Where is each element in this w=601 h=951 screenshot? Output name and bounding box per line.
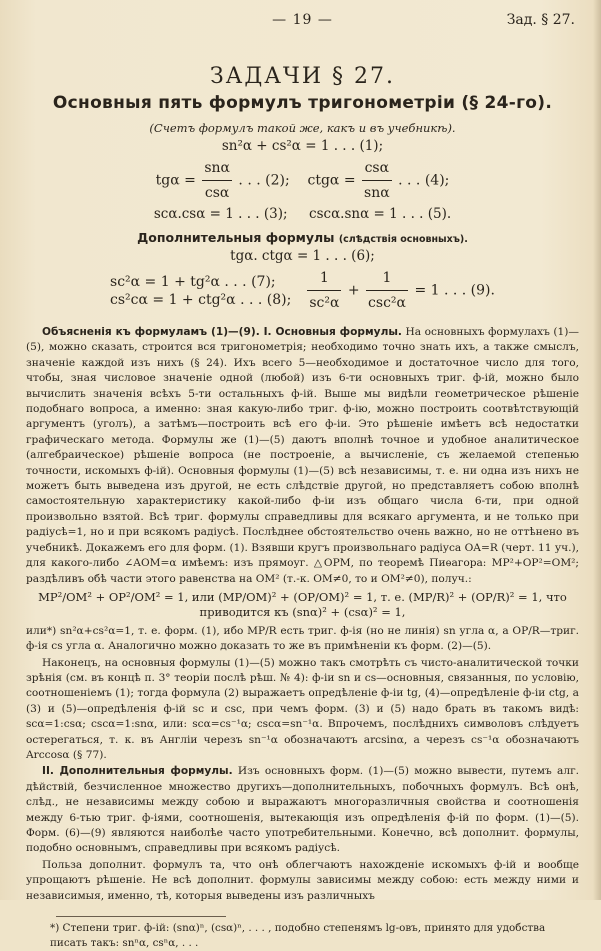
formula-row-7-9 — [26, 266, 579, 315]
count-note: (Счетъ формулъ такой же, какъ и въ учебникѣ). — [149, 121, 456, 135]
additional-heading-note: (слѣдствія основныхъ). — [338, 234, 468, 245]
formula-2-denominator: csα — [204, 185, 230, 201]
formula-9-den-2: csc²α — [368, 295, 406, 311]
formula-3: scα.csα = 1 . . . (3); — [153, 206, 288, 222]
pythagoras-equation: MP²/OM² + OP²/OM² = 1, или (MP/OM)² + (OP/OM)² = 1, т. е. (MP/R)² + (OP/R)² = 1, что приводится къ (snα)² + (csα)² = 1, — [38, 589, 567, 620]
additional-formulas-heading — [26, 230, 579, 245]
formula-4-tail: . . . (4); — [398, 172, 450, 189]
formula-1: sn²α + cs²α = 1 . . . (1); — [221, 138, 384, 154]
formula-9: $\frac{1}{\text{sc²α}}$ + $\frac{1}{\text{csc²α}}$ = 1 . . . (9). — [305, 266, 495, 315]
formula-8: cs²cα = 1 + ctg²α . . . (8); — [110, 291, 292, 308]
paragraph-4: Польза дополнит. формулъ та, что онѣ облегчаютъ нахожденіе искомыхъ ф-ій и вообще упрощаютъ рѣшеніе. Не всѣ дополнит. формулы зависимы между собою: есть между ними и независимыя, именно, тѣ, которыя выведены изъ различныхъ — [26, 858, 579, 902]
formula-row-2-4 — [26, 156, 579, 205]
formula-4-fraction — [362, 156, 392, 205]
running-header — [26, 6, 579, 34]
paragraph-1-text: На основныхъ формулахъ (1)—(5), можно сказать, строится вся тригонометрія; необходимо точно знать ихъ, а также смыслъ, значеніе каждой изъ нихъ (§ 24). Ихъ всего 5—необходимое и достаточное число для того, чтобы, зная числовое значеніе одной (любой) изъ 6-ти основныхъ триг. ф-ій, можно было вычислить значенія всѣхъ 5-ти остальныхъ ф-ій. Выше мы видѣли геометрическое рѣшеніе подобнаго вопроса, а именно: зная какую-либо триг. ф-ію, можно построить соотвѣтствующій аргументъ (уголъ), а затѣмъ—построить всѣ его ф-іи. Это рѣшеніе имѣетъ всѣ недостатки графическаго метода. Формулы же (1)—(5) даютъ вполнѣ точное и удобное аналитическое (алгебраическое) рѣшеніе вопроса (не построеніе, а вычисленіе, съ желаемой степенью точности, искомыхъ ф-ій). Основныя формулы (1)—(5) всѣ независимы, т. е. ни одна изъ нихъ не можетъ быть выведена изъ другой, не есть слѣдствіе другой, но представляетъ собою вполнѣ самостоятельную характеристику какой-либо ф-іи изъ общаго числа 6-ти, при одной произвольно взятой. Всѣ триг. формулы справедливы для всякаго аргумента, и не только при радіусѣ=1, но и при всякомъ радіусѣ. Послѣднее обстоятельство очень важно, но не оттѣнено въ учебникѣ. Докажемъ его для форм. (1). Взявши кругъ произвольнаго радіуса OA=R (черт. 11 уч.), для какого-либо ∠AOM=α имѣемъ: изъ прямоуг. △OPM, по теоремѣ Пиѳагора: MP²+OP²=OM²; раздѣливъ обѣ части этого равенства на OM² (т.-к. OM≠0, то и OM²≠0), получ.: — [26, 326, 579, 585]
formula-6: tgα. ctgα = 1 . . . (6); — [230, 248, 375, 264]
formula-9-tail: = 1 . . . (9). — [414, 282, 495, 299]
formula-9-num-2: 1 — [366, 266, 408, 291]
paragraph-3 — [26, 764, 579, 856]
paragraph-1-lead: Объясненія къ формуламъ (1)—(9). I. Основныя формулы. — [42, 326, 402, 338]
formula-9-den-1: sc²α — [309, 295, 340, 311]
formula-9-num-1: 1 — [307, 266, 341, 291]
body-text — [26, 325, 579, 904]
formula-9-fraction-2 — [366, 266, 408, 315]
formula-4-denominator: snα — [364, 185, 390, 201]
paragraph-3-text: Изъ основныхъ форм. (1)—(5) можно вывести, путемъ алг. дѣйствій, безчисленное множество другихъ—дополнительныхъ, побочныхъ формулъ. Всѣ онѣ, слѣд., не независимы между собою и выражаютъ многоразличныя свойства и соотношенія между 6-тью триг. ф-іями, соотношенія, вытекающія изъ опредѣленія ф-ій по форм. (1)—(5). Форм. (6)—(9) являются наиболѣе часто употребительными. Конечно, всѣ дополнит. формулы, подобно основнымъ, справедливы при всякомъ радіусѣ. — [26, 765, 579, 855]
formula-7: sc²α = 1 + tg²α . . . (7); — [110, 273, 276, 290]
footnote-divider — [56, 916, 226, 917]
paragraph-1-end: или*) sn²α+cs²α=1, т. е. форм. (1), ибо MP/R есть триг. ф-ія (но не линія) sn угла α, а OP/R—триг. ф-ія cs угла α. Аналогично можно доказать то же въ примѣненіи къ форм. (2)—(5). — [26, 624, 579, 653]
paragraph-2: Наконецъ, на основныя формулы (1)—(5) можно такъ смотрѣть съ чисто-аналитической точки зрѣнія (см. въ концѣ п. 3° теоріи послѣ рѣш. № 4): ф-іи sn и cs—основныя, связанныя, по условію, соотношеніемъ (1); тогда формула (2) выражаетъ опредѣленіе ф-іи tg, (4)—опредѣленіе ф-іи ctg, а (3) и (5)—опредѣленія ф-ій sc и csc, при чемъ форм. (3) и (5) надо брать въ такомъ видѣ: scα=1:csα; cscα=1:snα, или: scα=cs⁻¹α; cscα=sn⁻¹α. Впрочемъ, послѣднихъ символовъ слѣдуетъ остерегаться, т. к. въ Англіи черезъ sn⁻¹α обозначаютъ arcsinα, а черезъ cs⁻¹α обозначаютъ Arccosα (§ 77). — [26, 656, 579, 761]
formula-9-fraction-1 — [307, 266, 341, 315]
formula-4-numerator: csα — [362, 156, 392, 181]
page-subtitle: Основныя пять формулъ тригонометріи (§ 24-го). — [52, 93, 553, 113]
formula-2-fraction — [202, 156, 232, 205]
paragraph-1 — [26, 325, 579, 587]
additional-heading-text: Дополнительныя формулы — [137, 230, 335, 245]
page-number: — 19 — — [272, 12, 333, 28]
section-reference: Зад. § 27. — [506, 12, 575, 28]
scan-shadow — [593, 0, 601, 900]
formula-7-8-stack — [110, 273, 291, 309]
formula-2-left: tgα = — [155, 172, 196, 189]
paragraph-3-lead: II. Дополнительныя формулы. — [42, 765, 233, 778]
formula-4-left: ctgα = — [307, 172, 356, 189]
formula-row-3-5 — [26, 205, 579, 224]
formula-2-tail: . . . (2); — [238, 172, 290, 189]
page-title: ЗАДАЧИ § 27. — [209, 64, 396, 89]
formula-2-numerator: snα — [202, 156, 232, 181]
formula-5: cscα.snα = 1 . . . (5). — [309, 206, 452, 222]
footnote: *) Степени триг. ф-ій: (snα)ⁿ, (csα)ⁿ, . . . , подобно степенямъ lg-овъ, принято для удобства писать такъ: snⁿα, csⁿα, . . . — [50, 922, 546, 950]
